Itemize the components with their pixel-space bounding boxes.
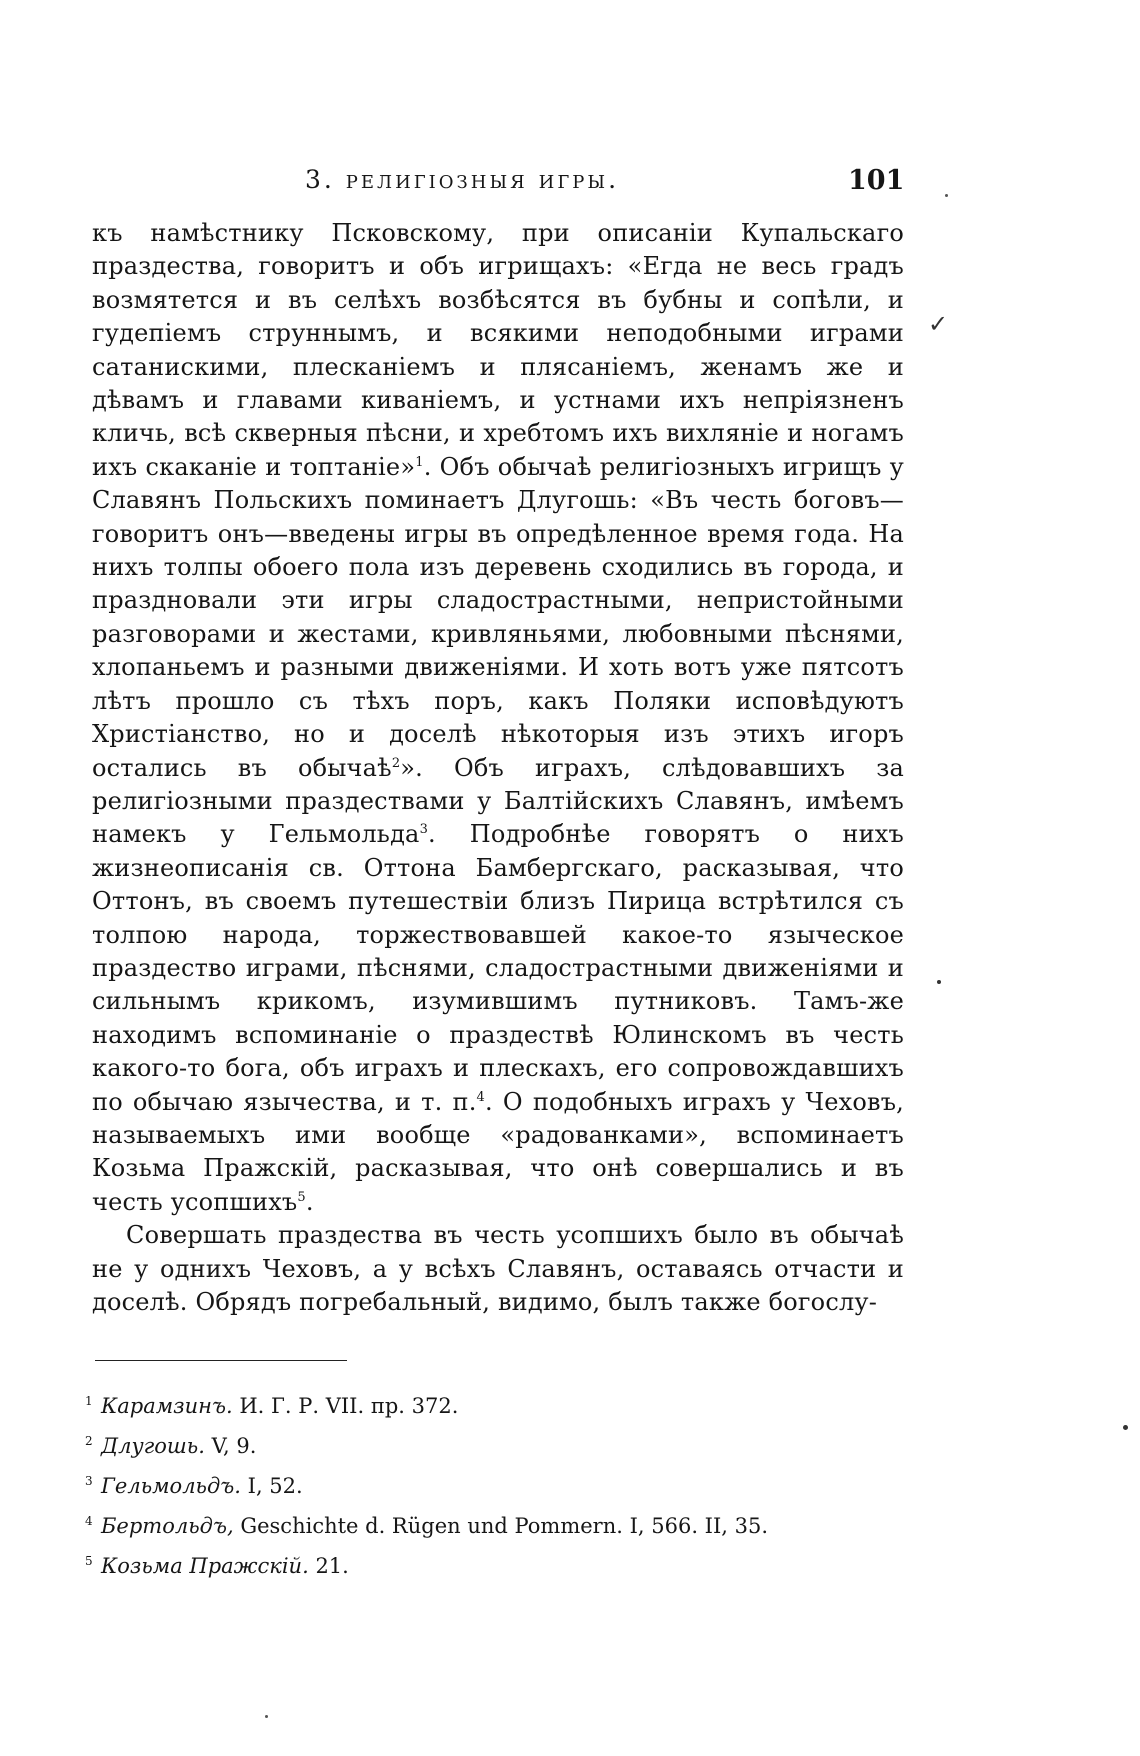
text-run: къ намѣстнику Псковскому, при описаніи Купальскаго праздества, говоритъ и объ игрищахъ: «Егда не весь градъ возмятется и въ селѣхъ возбѣсятся въ бубны и сопѣли, и гудепіемъ струннымъ, и всякими неподобными играми сатанискими, плесканіемъ и плясаніемъ, женамъ же и дѣвамъ и главами киваніемъ, и устнами ихъ непріязненъ кличь, всѣ скверныя пѣсни, и хребтомъ ихъ вихляніе и ногамъ ихъ скаканіе и топтаніе» [92, 219, 904, 481]
footnote [85, 1424, 905, 1464]
footnote-ref-mark: 3 [419, 822, 429, 838]
footnote-reference: 21. [308, 1554, 349, 1578]
footnotes [85, 1384, 905, 1584]
paragraph-2 [92, 1219, 904, 1319]
margin-dot-mark [937, 980, 941, 984]
footnote-ref-mark: 5 [297, 1189, 306, 1205]
text-run: . О подобныхъ играхъ у Чеховъ, называемыхъ ими вообще «радованками», вспоминаетъ Козьма Пражскій, расказывая, что онѣ совершались и въ честь усопшихъ [92, 1087, 904, 1216]
text-run: . Подробнѣе говорятъ о нихъ жизнеописанія св. Оттона Бамбергскаго, расказывая, что Оттонъ, въ своемъ путешествіи близъ Пирица встрѣтился съ толпою народа, торжествовавшей какое-то языческое праздество играми, пѣснями, сладострастными движеніями и сильнымъ крикомъ, изумившимъ путниковъ. Тамъ-же находимъ вспоминаніе о праздествѣ Юлинскомъ въ честь какого-то бога, объ играхъ и плескахъ, его сопровождавшихъ по обычаю язычества, и т. п. [92, 820, 904, 1116]
running-header [0, 165, 1140, 205]
footnote [85, 1464, 905, 1504]
footnote [85, 1544, 905, 1584]
footnote-number: 4 [85, 1514, 93, 1528]
margin-dot-mark [945, 194, 948, 197]
main-text [92, 217, 904, 1319]
footnote-reference: V, 9. [204, 1434, 257, 1458]
footnote-separator [95, 1360, 347, 1361]
paragraph-1 [92, 217, 904, 1219]
footnote [85, 1384, 905, 1424]
footnote-number: 1 [85, 1394, 93, 1408]
footnote-number: 2 [85, 1434, 93, 1448]
text-run: . Объ обычаѣ религіозныхъ игрищъ у Славянъ Польскихъ поминаетъ Длугошь: «Въ честь боговъ—говоритъ онъ—введены игры въ опредѣленное время года. На нихъ толпы обоего пола изъ деревень сходились въ города, и праздновали эти игры сладострастными, непристойными разговорами и жестами, кривляньями, любовными пѣснями, хлопаньемъ и разными движеніями. И хоть вотъ уже пятсотъ лѣтъ прошло съ тѣхъ поръ, какъ Поляки исповѣдуютъ Христіанство, но и доселѣ нѣкоторыя изъ этихъ игоръ остались въ обычаѣ [92, 452, 904, 782]
chapter-title: 3. религіозныя игры. [305, 165, 620, 194]
footnote-author: Козьма Пражскій. [101, 1554, 309, 1578]
footnote-number: 5 [85, 1554, 93, 1568]
footnote-number: 3 [85, 1474, 93, 1488]
margin-dot-mark [1123, 1425, 1128, 1430]
margin-check-mark: ✓ [928, 310, 949, 338]
footnote-ref-mark: 2 [391, 755, 401, 771]
footnote-author: Гельмольдъ. [101, 1474, 241, 1498]
footnote [85, 1504, 905, 1544]
footnote-author: Длугошь. [101, 1434, 205, 1458]
footnote-reference: I, 52. [240, 1474, 303, 1498]
footnote-author: Карамзинъ. [101, 1394, 233, 1418]
footnote-reference: Geschichte d. Rügen und Pommern. I, 566. II, 35. [233, 1514, 769, 1538]
footnote-ref-mark: 1 [415, 454, 424, 470]
page-number: 101 [848, 165, 905, 196]
footnote-author: Бертольдъ, [101, 1514, 234, 1538]
footnote-ref-mark: 4 [476, 1089, 486, 1105]
footnote-reference: И. Г. Р. VII. пр. 372. [232, 1394, 459, 1418]
margin-dot-mark [265, 1715, 268, 1718]
text-run: . [305, 1187, 314, 1216]
text-run: ». Объ играхъ, слѣдовавшихъ за религіозными праздествами у Балтійскихъ Славянъ, имѣемъ намекъ у Гельмольда [92, 753, 904, 849]
text-run: Совершать праздества въ честь усопшихъ было въ обычаѣ не у однихъ Чеховъ, а у всѣхъ Славянъ, оставаясь отчасти и доселѣ. Обрядъ погребальный, видимо, былъ также богослу- [92, 1221, 904, 1316]
